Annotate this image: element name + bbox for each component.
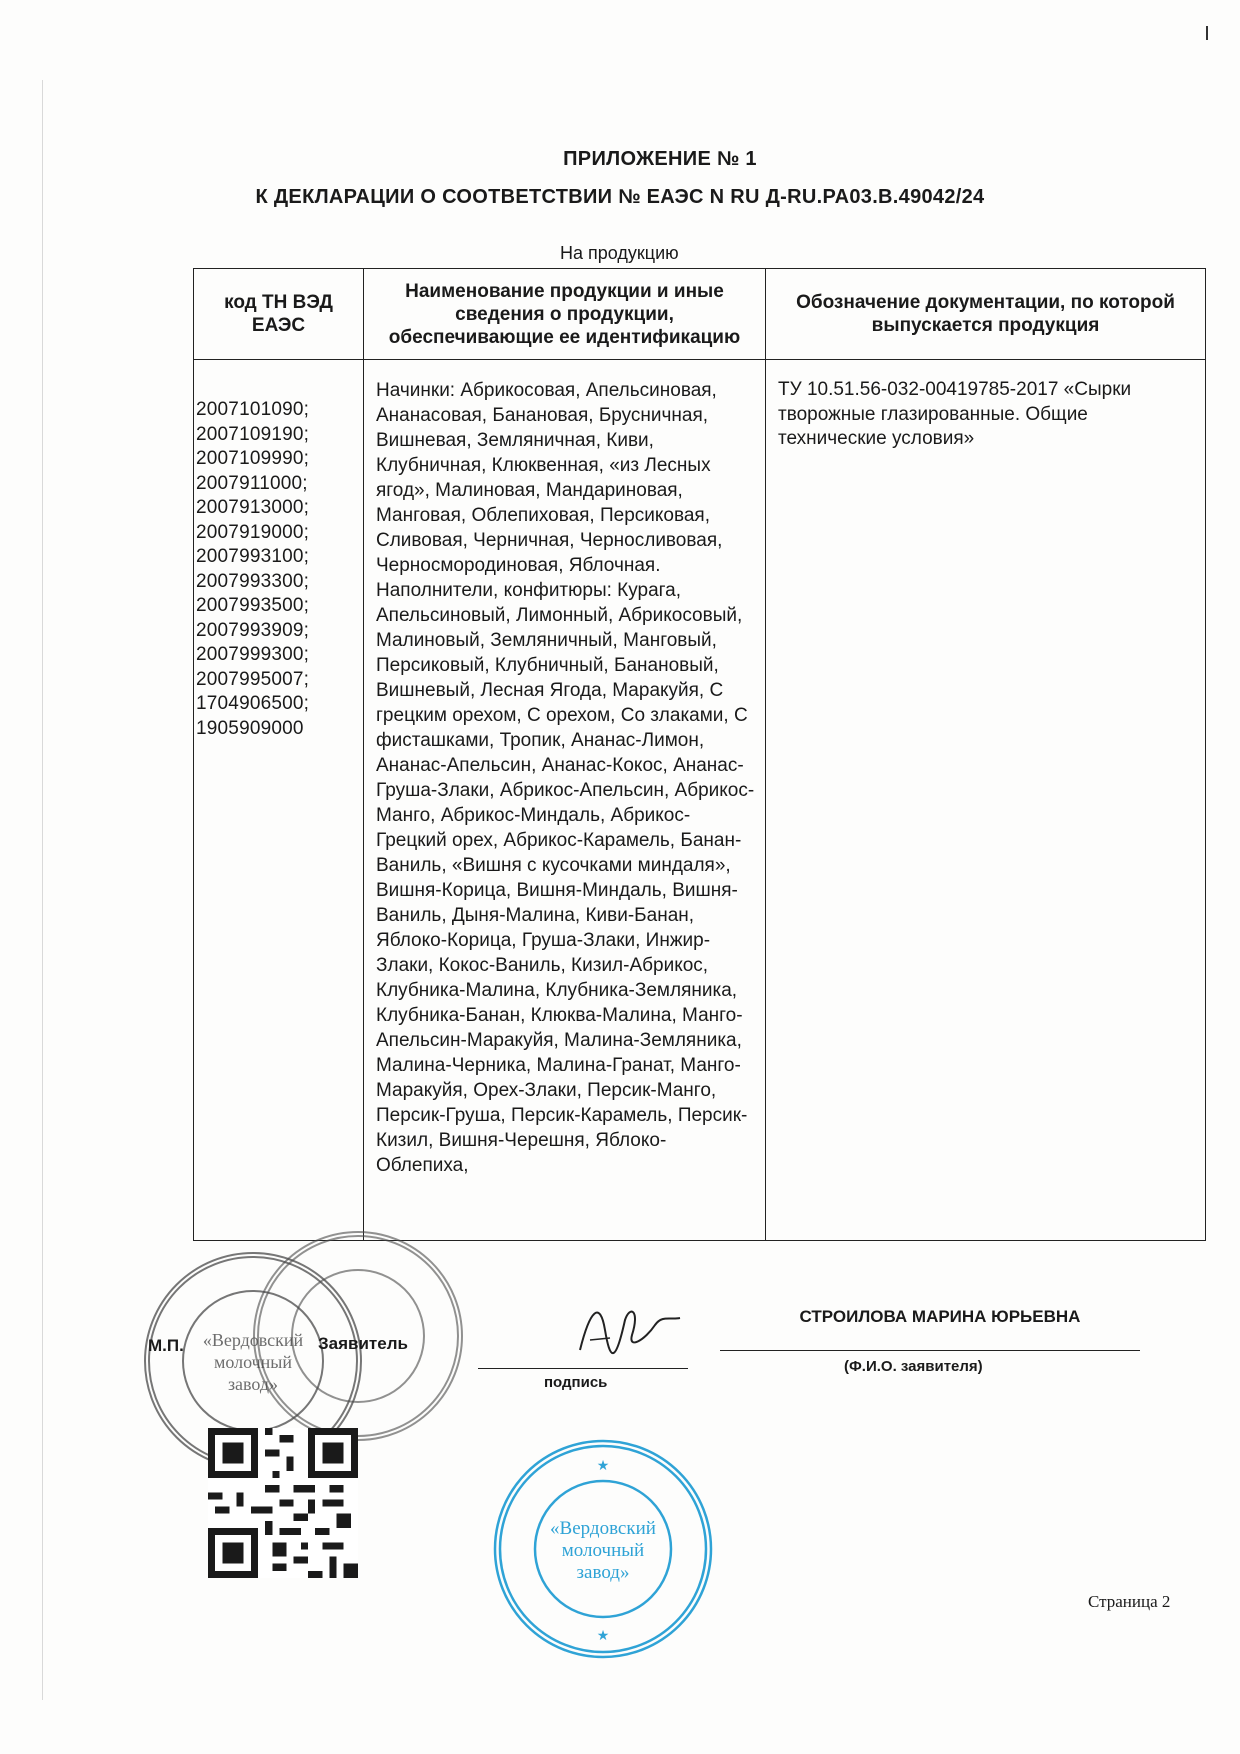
table-row: [194, 360, 1206, 1241]
svg-text:завод»: завод»: [227, 1374, 279, 1394]
appendix-title: ПРИЛОЖЕНИЕ № 1: [563, 148, 757, 170]
product-description: Начинки: Абрикосовая, Апельсиновая, Ананасовая, Банановая, Брусничная, Вишневая, Земляничная, Киви, Клубничная, Клюквенная, «из Лесных ягод», Малиновая, Мандариновая, Манговая, Облепиховая, Персиковая, Сливовая, Черничная, Черносливовая, Черносмородиновая, Яблочная. Наполнители, конфитюры: Курага, Апельсиновый, Лимонный, Абрикосовый, Малиновый, Земляничный, Манговый, Персиковый, Клубничный, Банановый, Вишневый, Лесная Ягода, Маракуйя, С грецким орехом, С орехом, Со злаками, С фисташками, Тропик, Ананас-Лимон, Ананас-Апельсин, Ананас-Кокос, Ананас-Груша-Злаки, Абрикос-Апельсин, Абрикос-Манго, Абрикос-Миндаль, Абрикос-Грецкий орех, Абрикос-Карамель, Банан-Ваниль, «Вишня с кусочками миндаля», Вишня-Корица, Вишня-Миндаль, Вишня-Ваниль, Дыня-Малина, Киви-Банан, Яблоко-Корица, Груша-Злаки, Инжир-Злаки, Кокос-Ваниль, Кизил-Абрикос, Клубника-Малина, Клубника-Земляника, Клубника-Банан, Клюква-Малина, Манго-Апельсин-Маракуйя, Малина-Земляника, Малина-Черника, Малина-Гранат, Манго-Маракуйя, Орех-Злаки, Персик-Манго, Персик-Груша, Персик-Карамель, Персик-Кизил, Вишня-Черешня, Яблоко-Облепиха,: [376, 380, 755, 1176]
scan-margin-line: [42, 80, 43, 1700]
blue-company-seal-icon: [488, 1434, 718, 1664]
svg-text:«Вердовский: «Вердовский: [202, 1330, 304, 1350]
applicant-label: Заявитель: [318, 1334, 408, 1353]
page-number: Страница 2: [1088, 1592, 1171, 1611]
product-subtitle: На продукцию: [560, 243, 679, 263]
document-cell: [766, 360, 1206, 1241]
codes-cell: [194, 360, 364, 1241]
signature-caption: подпись: [544, 1374, 608, 1391]
applicant-name: СТРОИЛОВА МАРИНА ЮРЬЕВНА: [799, 1307, 1081, 1326]
signature-line: [478, 1368, 688, 1369]
name-caption: (Ф.И.О. заявителя): [844, 1358, 983, 1375]
svg-text:★: ★: [596, 1627, 610, 1643]
tnved-codes: 2007101090; 2007109190; 2007109990; 2007911000; 2007913000; 2007919000; 2007993100; 2007993300; 2007993500; 2007993909; 2007999300; 2007995007; 1704906500; 1905909000: [196, 399, 310, 739]
declaration-table: [193, 268, 1206, 1241]
header-code: код ТН ВЭД ЕАЭС: [194, 269, 364, 360]
handwritten-signature-icon: [570, 1290, 690, 1370]
table-header-row: [194, 269, 1206, 360]
svg-text:молочный: молочный: [213, 1352, 293, 1372]
header-document: Обозначение документации, по которой выпускается продукция: [766, 269, 1206, 360]
name-line: [720, 1350, 1140, 1351]
product-cell: [364, 360, 766, 1241]
qr-code-icon: [208, 1428, 358, 1578]
svg-text:★: ★: [596, 1457, 610, 1473]
scan-corner-mark: [1206, 26, 1208, 40]
svg-text:«Вердовский: «Вердовский: [550, 1518, 656, 1539]
header-product: Наименование продукции и иные сведения о продукции, обеспечивающие ее идентификацию: [364, 269, 766, 360]
declaration-number: К ДЕКЛАРАЦИИ О СООТВЕТСТВИИ № ЕАЭС N RU Д-RU.PA03.B.49042/24: [255, 186, 985, 208]
svg-text:завод»: завод»: [576, 1562, 630, 1583]
technical-document: ТУ 10.51.56-032-00419785-2017 «Сырки творожные глазированные. Общие технические условия»: [778, 379, 1132, 449]
mp-label: М.П.: [148, 1336, 184, 1355]
svg-text:молочный: молочный: [561, 1540, 645, 1561]
